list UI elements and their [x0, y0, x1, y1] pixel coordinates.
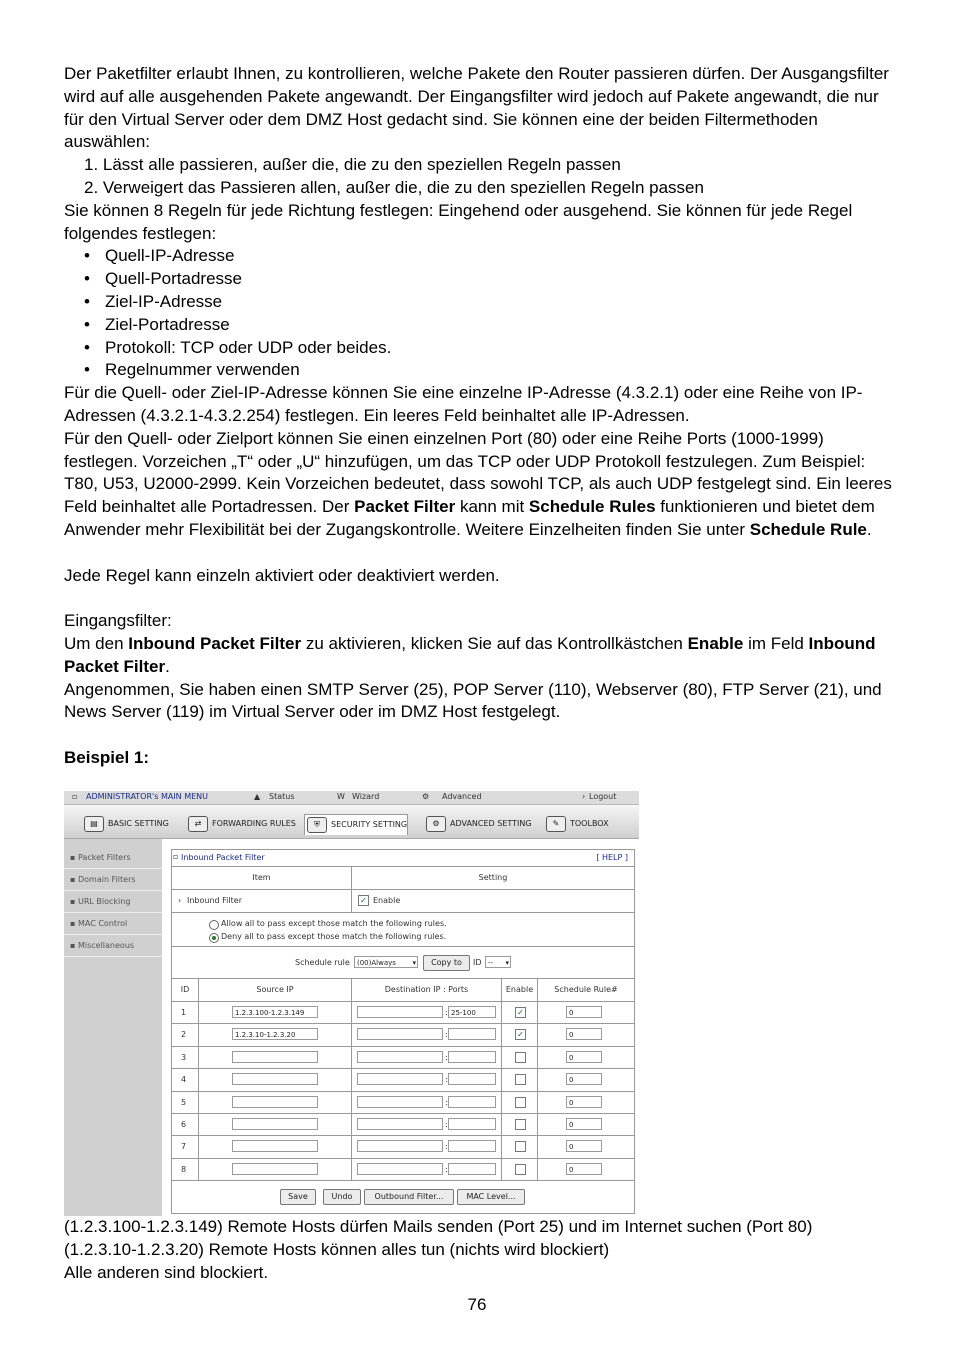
page-number: 76 [467, 1295, 487, 1314]
inbound-paragraph: Um den Inbound Packet Filter zu aktivieren, klicken Sie auf das Kontrollkästchen Enable im Feld Inbound Packet Filter. [64, 633, 876, 676]
table-row [172, 1114, 634, 1136]
rule-enable-checkbox[interactable] [515, 1052, 526, 1063]
undo-button[interactable]: Undo [323, 1189, 361, 1205]
sidebar-item-url-blocking[interactable]: ▪ URL Blocking [64, 891, 162, 913]
tab-forwarding-rules[interactable]: ⇄ FORWARDING RULES [186, 814, 296, 834]
advanced-setting-icon: ⚙ [426, 816, 446, 832]
destination-port-input[interactable] [448, 1140, 496, 1152]
tab-security-setting[interactable]: ⛨ SECURITY SETTING [304, 814, 408, 835]
rule-enable-checkbox[interactable] [515, 1164, 526, 1175]
schedule-rule-input[interactable]: 0 [566, 1096, 602, 1108]
table-row [172, 1047, 634, 1069]
footer-line: Alle anderen sind blockiert. [64, 1262, 269, 1282]
table-row [172, 1024, 634, 1046]
list-item: • Quell-IP-Adresse [64, 245, 894, 268]
source-ip-header: Source IP [199, 979, 352, 1001]
setting-header: Setting [352, 867, 634, 889]
port-separator: : [445, 1030, 448, 1040]
rule-enable-checkbox[interactable]: ✓ [515, 1029, 526, 1040]
forwarding-icon: ⇄ [188, 816, 208, 832]
inbound-enable-checkbox[interactable]: ✓ [358, 895, 369, 906]
document-body [64, 63, 894, 770]
ip-paragraph: Für die Quell- oder Ziel-IP-Adresse können Sie eine einzelne IP-Adresse (4.3.2.1) oder eine Reihe von IP-Adressen (4.3.2.1-4.3.2.254) festlegen. Ein leeres Feld beinhaltet alle IP-Adressen. [64, 383, 863, 425]
top-menu-bar [64, 791, 639, 805]
wizard-icon: W [337, 792, 345, 801]
footer-text [64, 1216, 894, 1284]
port-separator: : [445, 1120, 448, 1129]
save-button[interactable]: Save [280, 1189, 316, 1205]
item-header: Item [172, 867, 352, 889]
assumption-paragraph: Angenommen, Sie haben einen SMTP Server (25), POP Server (110), Webserver (80), FTP Server (21), und News Server (119) im Virtual Server oder im DMZ Host festgelegt. [64, 679, 882, 722]
schedule-select[interactable]: (00)Always ▾ [354, 956, 418, 968]
rule-enable-checkbox[interactable] [515, 1074, 526, 1085]
source-ip-input[interactable] [232, 1163, 318, 1175]
inbound-filter-label: Inbound Filter [187, 896, 242, 905]
enable-label: Enable [373, 896, 401, 905]
source-ip-input[interactable] [232, 1096, 318, 1108]
rule-id: 3 [181, 1052, 187, 1062]
status-icon: ▲ [254, 792, 261, 801]
destination-ip-input[interactable] [357, 1140, 443, 1152]
schedule-row [172, 947, 634, 979]
id-label: ID [473, 958, 482, 967]
table-row [172, 1159, 634, 1181]
policy-row [172, 913, 634, 947]
main-tab-bar [64, 805, 639, 839]
destination-port-input[interactable] [448, 1028, 496, 1040]
method-item: 2. Verweigert das Passieren allen, außer die, die zu den speziellen Regeln passen [84, 177, 704, 197]
source-ip-input[interactable] [232, 1051, 318, 1063]
destination-header: Destination IP : Ports [352, 979, 502, 1001]
panel-title: Inbound Packet Filter [181, 853, 265, 862]
schedule-rule-input[interactable]: 0 [566, 1140, 602, 1152]
destination-port-input[interactable] [448, 1118, 496, 1130]
destination-port-input[interactable] [448, 1051, 496, 1063]
allow-all-radio[interactable] [209, 920, 219, 930]
example-label: Beispiel 1: [64, 747, 150, 767]
tab-basic-setting[interactable]: ▤ BASIC SETTING [82, 814, 169, 834]
outbound-filter-button[interactable]: Outbound Filter... [364, 1189, 454, 1205]
destination-port-input[interactable] [448, 1096, 496, 1108]
help-link[interactable]: [ HELP ] [596, 853, 628, 862]
destination-ip-input[interactable] [357, 1028, 443, 1040]
destination-ip-input[interactable] [357, 1118, 443, 1130]
advanced-link[interactable]: Advanced [442, 792, 482, 801]
source-ip-input[interactable] [232, 1073, 318, 1085]
copy-to-button[interactable]: Copy to [423, 955, 470, 971]
destination-port-input[interactable] [448, 1163, 496, 1175]
tab-toolbox[interactable]: ✎ TOOLBOX [544, 814, 609, 834]
bullet-icon: • [84, 314, 90, 334]
panel-icon: ▫ [173, 852, 179, 861]
list-item: • Quell-Portadresse [64, 268, 894, 291]
schedule-rule-label: Schedule rule [295, 958, 350, 967]
allow-all-label: Allow all to pass except those match the following rules. [221, 919, 447, 928]
rules-paragraph: Sie können 8 Regeln für jede Richtung festlegen: Eingehend oder ausgehend. Sie können für jede Regel folgendes festlegen: [64, 200, 853, 243]
advanced-icon: ⚙ [422, 792, 430, 801]
table-row [172, 1002, 634, 1024]
rule-id: 2 [181, 1030, 187, 1040]
rules-header-row [172, 979, 634, 1002]
wizard-link[interactable]: Wizard [352, 792, 380, 801]
destination-ip-input[interactable] [357, 1073, 443, 1085]
tab-advanced-setting[interactable]: ⚙ ADVANCED SETTING [424, 814, 532, 834]
mac-level-button[interactable]: MAC Level... [457, 1189, 525, 1205]
schedule-rule-input[interactable]: 0 [566, 1006, 602, 1018]
id-select[interactable]: -- ▾ [485, 956, 511, 968]
bullet-icon: • [84, 337, 90, 357]
deny-all-label: Deny all to pass except those match the following rules. [221, 932, 447, 941]
source-ip-input[interactable] [232, 1118, 318, 1130]
security-icon: ⛨ [307, 817, 327, 833]
method-item: 1. Lässt alle passieren, außer die, die zu den speziellen Regeln passen [84, 155, 621, 175]
rule-enable-checkbox[interactable] [515, 1119, 526, 1130]
rule-enable-checkbox[interactable] [515, 1097, 526, 1108]
bullet-icon: • [84, 291, 90, 311]
chevron-down-icon: ▾ [412, 959, 416, 967]
port-separator: : [445, 1097, 448, 1107]
table-row [172, 1069, 634, 1091]
table-row [172, 1136, 634, 1158]
rule-id: 1 [181, 1008, 187, 1017]
rule-id: 6 [181, 1120, 187, 1129]
logout-arrow-icon: › [582, 792, 586, 801]
enable-header: Enable [502, 979, 538, 1001]
sidebar-item-packet-filters[interactable]: ▪ Packet Filters [64, 847, 162, 869]
enable-paragraph: Jede Regel kann einzeln aktiviert oder deaktiviert werden. [64, 565, 500, 585]
source-ip-input[interactable]: 1.2.3.100-1.2.3.149 [232, 1006, 318, 1018]
footer-line: (1.2.3.100-1.2.3.149) Remote Hosts dürfen Mails senden (Port 25) und im Internet suchen (Port 80) [64, 1217, 813, 1236]
rule-enable-checkbox[interactable] [515, 1141, 526, 1152]
bullet-icon: • [84, 246, 90, 266]
destination-ip-input[interactable] [357, 1051, 443, 1063]
intro-paragraph: Der Paketfilter erlaubt Ihnen, zu kontrollieren, welche Pakete den Router passieren dürfen. Der Ausgangsfilter wird auf alle ausgehenden Pakete angewandt. Der Eingangsfilter wird jedoch auf Pakete angewandt, die nur für den Virtual Server oder dem DMZ Host gedacht sind. Sie können eine der beiden Filtermethoden auswählen: [64, 64, 889, 152]
source-ip-input[interactable]: 1.2.3.10-1.2.3.20 [232, 1028, 318, 1040]
inbound-heading: Eingangsfilter: [64, 611, 172, 631]
menu-icon: ▫ [72, 792, 78, 801]
filter-methods-list [64, 154, 894, 200]
rule-id: 5 [181, 1097, 187, 1107]
chevron-down-icon: ▾ [505, 959, 509, 967]
bullet-icon: • [84, 360, 90, 380]
destination-ip-input[interactable] [357, 1006, 443, 1018]
rule-id: 4 [181, 1075, 187, 1085]
source-ip-input[interactable] [232, 1140, 318, 1152]
sidebar-item-domain-filters[interactable]: ▪ Domain Filters [64, 869, 162, 891]
destination-ip-input[interactable] [357, 1096, 443, 1108]
toolbox-icon: ✎ [546, 816, 566, 832]
rule-fields-list [64, 245, 894, 382]
status-link[interactable]: Status [269, 792, 295, 801]
rule-id: 7 [181, 1142, 187, 1152]
header-row [172, 867, 634, 890]
list-item: • Regelnummer verwenden [64, 359, 894, 382]
list-item: • Ziel-Portadresse [64, 314, 894, 337]
destination-ip-input[interactable] [357, 1163, 443, 1175]
admin-main-menu-link[interactable]: ADMINISTRATOR's MAIN MENU [86, 792, 208, 801]
port-paragraph: Für den Quell- oder Zielport können Sie einen einzelnen Port (80) oder eine Reihe Ports (1000-1999) festlegen. Vorzeichen „T“ oder „U“ hinzufügen, um das TCP oder UDP Protokoll festzulegen. Zum Beispiel: T80, U53, U2000-2999. Kein Vorzeichen bedeutet, dass sowohl TCP, als auch UDP festgelegt sind. Ein leeres Feld beinhaltet alle Portadressen. Der Packet Filter kann mit Schedule Rules funktionieren und bietet dem Anwender mehr Flexibilität bei der Zugangskontrolle. Weitere Einzelheiten finden Sie unter Schedule Rule. [64, 428, 892, 539]
destination-port-input[interactable]: 25-100 [448, 1006, 496, 1018]
panel-header [172, 850, 634, 867]
destination-port-input[interactable] [448, 1073, 496, 1085]
schedule-rule-input[interactable]: 0 [566, 1073, 602, 1085]
logout-link[interactable]: Logout [589, 792, 617, 801]
rule-id: 8 [181, 1164, 187, 1174]
sidebar-item-miscellaneous[interactable]: ▪ Miscellaneous [64, 935, 162, 957]
list-item: • Ziel-IP-Adresse [64, 291, 894, 314]
port-separator: : [445, 1075, 448, 1085]
port-separator: : [445, 1008, 448, 1017]
arrow-icon: › [178, 896, 182, 905]
schedule-rule-header: Schedule Rule# [538, 979, 634, 1001]
id-column-header: ID [172, 979, 199, 1001]
router-screenshot [64, 791, 639, 1216]
inbound-filter-row [172, 890, 634, 913]
schedule-rule-input[interactable]: 0 [566, 1051, 602, 1063]
port-separator: : [445, 1052, 448, 1062]
port-separator: : [445, 1164, 448, 1174]
footer-line: (1.2.3.10-1.2.3.20) Remote Hosts können alles tun (nichts wird blockiert) [64, 1239, 610, 1259]
basic-setting-icon: ▤ [84, 816, 104, 832]
sidebar [64, 839, 162, 1216]
deny-all-radio[interactable] [209, 933, 219, 943]
schedule-rule-input[interactable]: 0 [566, 1118, 602, 1130]
port-separator: : [445, 1142, 448, 1152]
rule-enable-checkbox[interactable]: ✓ [515, 1007, 526, 1018]
sidebar-item-mac-control[interactable]: ▪ MAC Control [64, 913, 162, 935]
schedule-rule-input[interactable]: 0 [566, 1028, 602, 1040]
table-row [172, 1092, 634, 1114]
list-item: • Protokoll: TCP oder UDP oder beides. [64, 337, 894, 360]
inbound-filter-panel [171, 849, 635, 1214]
schedule-rule-input[interactable]: 0 [566, 1163, 602, 1175]
bullet-icon: • [84, 269, 90, 289]
